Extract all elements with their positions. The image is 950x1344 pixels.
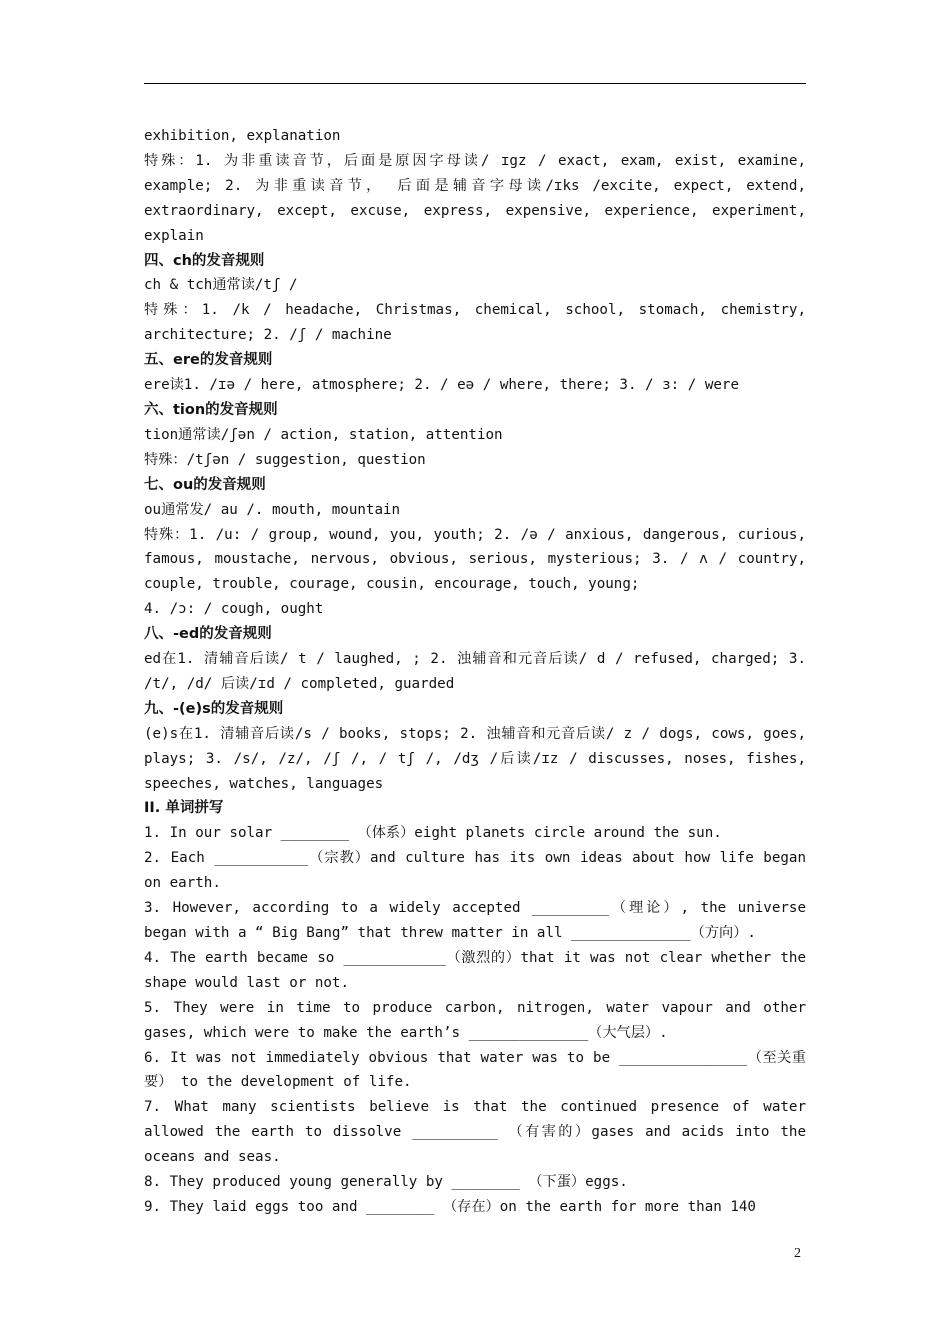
exercise-item: 4. The earth became so ____________（激烈的）that it was not clear whether the shape would last or not. [144, 949, 806, 991]
section-heading: 四、ch的发音规则 [144, 252, 265, 269]
exercise-item: 1. In our solar ________ （体系）eight planets circle around the sun. [144, 825, 722, 842]
section-heading: 九、-(e)s的发音规则 [144, 700, 284, 717]
text-line: ch & tch通常读/tʃ / [144, 277, 298, 294]
text-paragraph: ed在1. 清辅音后读/ t / laughed, ; 2. 浊辅音和元音后读/ d / refused, charged; 3. /t/, /d/ 后读/ɪd / completed, guarded [144, 651, 806, 692]
text-paragraph: 特殊：1. /u: / group, wound, you, youth; 2. /ə / anxious, dangerous, curious, famous, moustache, nervous, obvious, serious, mysterious; 3. / ʌ / country, couple, trouble, courage, cousin, encourage, touch, young; [144, 526, 806, 593]
text-paragraph: 特殊：1. /k / headache, Christmas, chemical, school, stomach, chemistry, architecture; 2. /ʃ / machine [144, 302, 806, 344]
section-heading: 八、-ed的发音规则 [144, 626, 272, 643]
exercise-item: 2. Each ___________（宗教）and culture has its own ideas about how life began on earth. [144, 850, 806, 892]
text-paragraph: (e)s在1. 清辅音后读/s / books, stops; 2. 浊辅音和元音后读/ z / dogs, cows, goes, plays; 3. /s/, /z/, /ʃ /, / tʃ /, /dʒ /后读/ɪz / discusses, noses, fishes, speeches, watches, languages [144, 725, 806, 792]
text-paragraph: 特殊：1. 为非重读音节，后面是原因字母读/ ɪgz / exact, exam, exist, examine, example; 2. 为非重读音节， 后面是辅音字母读/ɪks /excite, expect, extend, extraordinary, except, excuse, express, expensive, experience, experiment, explain [144, 152, 806, 244]
text-line: exhibition, explanation [144, 128, 341, 144]
exercise-item: 9. They laid eggs too and ________ （存在）on the earth for more than 140 [144, 1198, 756, 1215]
text-line: ere读1. /ɪə / here, atmosphere; 2. / eə / where, there; 3. / ɜ: / were [144, 377, 740, 394]
exercise-item: 8. They produced young generally by ________ （下蛋）eggs. [144, 1174, 628, 1191]
section-heading: 七、ou的发音规则 [144, 476, 266, 493]
section-heading: 六、tion的发音规则 [144, 401, 278, 418]
text-line: 4. /ɔ: / cough, ought [144, 601, 324, 618]
text-line: ou通常发/ au /. mouth, mountain [144, 501, 401, 518]
text-line: 特殊：/tʃən / suggestion, question [144, 451, 426, 468]
text-line: tion通常读/ʃən / action, station, attention [144, 426, 503, 443]
section-heading: II. 单词拼写 [144, 800, 224, 817]
page-content [144, 124, 806, 1220]
exercise-item: 3. However, according to a widely accepted _________（理论）, the universe began with a “ Big Bang” that threw matter in all ______________（方向）. [144, 900, 806, 941]
exercise-item: 7. What many scientists believe is that the continued presence of water allowed the earth to dissolve __________ （有害的）gases and acids into the oceans and seas. [144, 1099, 806, 1166]
exercise-item: 6. It was not immediately obvious that water was to be _______________（至关重要） to the development of life. [144, 1049, 806, 1091]
exercise-item: 5. They were in time to produce carbon, nitrogen, water vapour and other gases, which were to make the earth’s ______________（大气层）. [144, 999, 806, 1041]
page-number: 2 [794, 1246, 801, 1261]
section-heading: 五、ere的发音规则 [144, 352, 273, 369]
header-rule [144, 83, 806, 84]
